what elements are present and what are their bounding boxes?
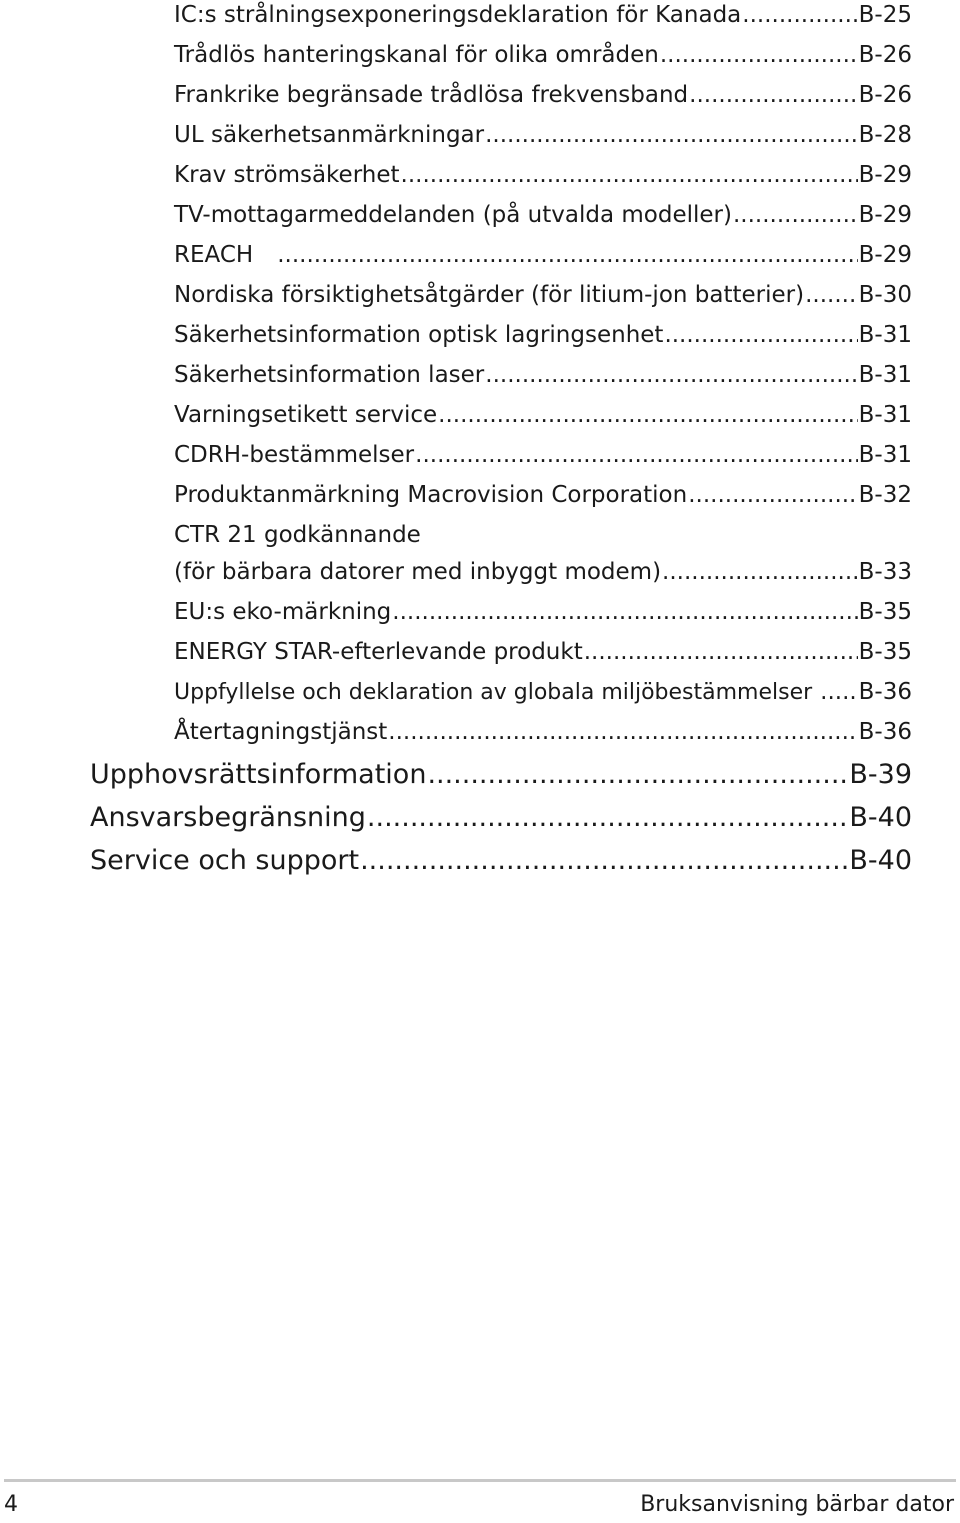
toc-entry-page: B-31 <box>858 442 912 468</box>
toc-entry[interactable] <box>174 639 912 665</box>
footer-divider <box>4 1479 956 1482</box>
toc-entry-label-line1[interactable]: CTR 21 godkännande <box>174 522 421 548</box>
toc-entry-page: B-29 <box>858 202 912 228</box>
toc-entry-label: UL säkerhetsanmärkningar <box>174 122 485 148</box>
toc-leader-dots <box>805 282 858 308</box>
toc-main-entry[interactable] <box>90 759 912 790</box>
toc-leader-dots <box>415 442 858 468</box>
toc-main-entry-page: B-39 <box>849 759 912 790</box>
toc-entry[interactable] <box>174 719 912 745</box>
toc-entry-page: B-31 <box>858 402 912 428</box>
footer-title: Bruksanvisning bärbar dator <box>640 1492 954 1517</box>
toc-entry-label: Uppfyllelse och deklaration av globala miljöbestämmelser <box>174 680 813 705</box>
toc-entry[interactable] <box>174 42 912 68</box>
toc-entry[interactable] <box>174 82 912 108</box>
toc-entry[interactable] <box>174 679 912 705</box>
toc-entry[interactable] <box>174 362 912 388</box>
toc-entry-label: Varningsetikett service <box>174 402 438 428</box>
toc-entry-label: Frankrike begränsade trådlösa frekvensband <box>174 82 689 108</box>
toc-entry-page: B-25 <box>858 2 912 28</box>
toc-entry[interactable] <box>174 162 912 188</box>
toc-entry-page: B-33 <box>858 559 912 585</box>
toc-entry[interactable] <box>174 2 912 28</box>
toc-entry-label: (för bärbara datorer med inbyggt modem) <box>174 559 662 585</box>
toc-leader-dots <box>388 719 857 745</box>
toc-leader-dots <box>485 122 858 148</box>
toc-leader-dots <box>401 162 858 188</box>
toc-entry[interactable] <box>174 242 912 268</box>
toc-leader-dots <box>427 759 848 790</box>
toc-main-entry-label: Upphovsrättsinformation <box>90 759 427 790</box>
toc-entry-label: EU:s eko-märkning <box>174 599 392 625</box>
toc-entry-label: Återtagningstjänst <box>174 719 388 745</box>
toc-entry[interactable] <box>174 282 912 308</box>
toc-entry[interactable] <box>174 482 912 508</box>
toc-leader-dots <box>485 362 857 388</box>
toc-main-entry-label: Service och support <box>90 845 360 876</box>
toc-leader-dots <box>820 679 857 705</box>
toc-main-entry-label: Ansvarsbegränsning <box>90 802 366 833</box>
toc-entry-page: B-31 <box>858 322 912 348</box>
toc-main-entry-page: B-40 <box>849 802 912 833</box>
toc-entry-label: TV-mottagarmeddelanden (på utvalda modeller) <box>174 202 732 228</box>
toc-leader-dots <box>662 559 858 585</box>
toc-leader-dots <box>277 242 857 268</box>
toc-leader-dots <box>438 402 857 428</box>
toc-entry[interactable] <box>174 322 912 348</box>
toc-entry-page: B-36 <box>858 719 912 745</box>
toc-entry-page: B-36 <box>858 679 912 705</box>
toc-leader-dots <box>360 845 848 876</box>
toc-entry[interactable] <box>174 402 912 428</box>
toc-leader-dots <box>660 42 858 68</box>
toc-leader-dots <box>392 599 857 625</box>
toc-entry-page: B-30 <box>858 282 912 308</box>
toc-main-entry[interactable] <box>90 802 912 833</box>
toc-entry-label: Säkerhetsinformation laser <box>174 362 485 388</box>
toc-leader-dots <box>689 82 857 108</box>
toc-entry-page: B-29 <box>858 242 912 268</box>
toc-leader-dots <box>584 639 858 665</box>
toc-entry-page: B-35 <box>858 639 912 665</box>
toc-entry-label: IC:s strålningsexponeringsdeklaration för Kanada <box>174 2 742 28</box>
toc-entry-label: Krav strömsäkerhet <box>174 162 400 188</box>
toc-leader-dots <box>367 802 848 833</box>
toc-entry-label: Nordiska försiktighetsåtgärder (för litium-jon batterier) <box>174 282 805 308</box>
toc-entry-page: B-29 <box>858 162 912 188</box>
toc-entry[interactable] <box>174 442 912 468</box>
toc-entry-page: B-28 <box>858 122 912 148</box>
toc-entry-label: CDRH-bestämmelser <box>174 442 415 468</box>
toc-entry-label: Trådlös hanteringskanal för olika områden <box>174 42 659 68</box>
toc-entry-label: ENERGY STAR-efterlevande produkt <box>174 639 583 665</box>
toc-entry-page: B-26 <box>858 42 912 68</box>
toc-entry-page: B-31 <box>858 362 912 388</box>
toc-main-entry-page: B-40 <box>849 845 912 876</box>
toc-entry-page: B-32 <box>858 482 912 508</box>
toc-entry[interactable] <box>174 122 912 148</box>
toc-entry[interactable] <box>174 559 912 585</box>
toc-entry-label: Produktanmärkning Macrovision Corporation <box>174 482 688 508</box>
toc-entry-label: Säkerhetsinformation optisk lagringsenhet <box>174 322 664 348</box>
toc-leader-dots <box>688 482 857 508</box>
toc-entry-page: B-26 <box>858 82 912 108</box>
footer-page-number: 4 <box>4 1492 18 1517</box>
toc-entry[interactable] <box>174 599 912 625</box>
toc-main-entry[interactable] <box>90 845 912 876</box>
toc-entry[interactable] <box>174 202 912 228</box>
toc-leader-dots <box>664 322 857 348</box>
toc-leader-dots <box>733 202 858 228</box>
toc-leader-dots <box>742 2 857 28</box>
toc-entry-label: REACH <box>174 242 254 268</box>
toc-entry-page: B-35 <box>858 599 912 625</box>
